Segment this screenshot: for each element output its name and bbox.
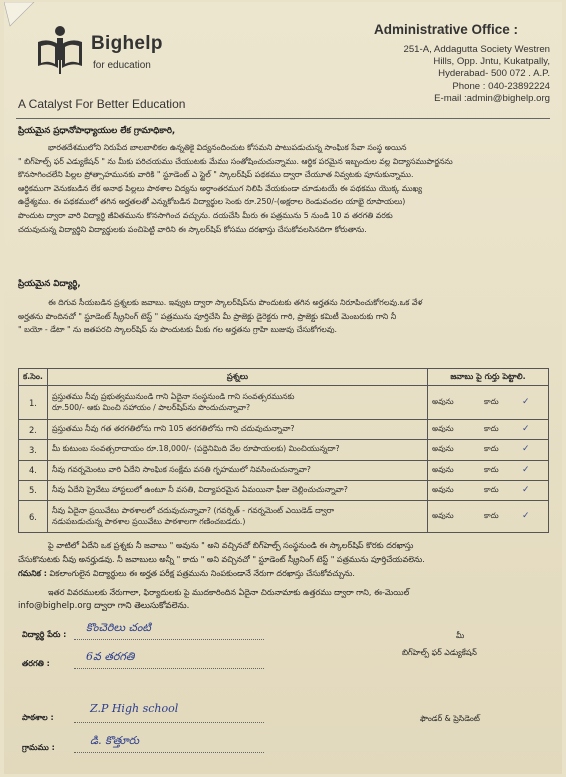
question-text: రూ.500/- ఆకు మించి సహాయం / పాలర్‌షిప్‌ను పొందుచున్నావా? bbox=[51, 402, 251, 412]
text-line: కొనసాగించలేని పిల్లల ప్రోత్సాహమునకు వారికి " స్టూడెంట్ ఎ స్టైల్ " స్కాలర్‌షిప్ పథకము ద్వారా చేయూత నివ్వటకు పూనుకున్నాము. bbox=[18, 170, 414, 180]
village-label: గ్రామము : bbox=[22, 743, 55, 752]
row-number: 6. bbox=[19, 501, 48, 533]
table-row bbox=[19, 440, 549, 460]
header-divider bbox=[16, 118, 550, 119]
brand-subtitle: for education bbox=[93, 60, 151, 71]
student-name-value: కొంచెరిలు చంటి bbox=[86, 621, 151, 634]
column-header-number: క.సెం. bbox=[19, 369, 48, 386]
bighelp-logo-icon bbox=[36, 24, 84, 76]
yes-option[interactable]: అవును bbox=[432, 424, 454, 434]
question-text: నీవు ఏదేని ప్రైవేటు హాస్టలులో ఉంటూ నీ వసతి, విద్యాపరమైన ఏమయినా ఫీజు చెల్లించుచున్నావా? bbox=[51, 484, 348, 494]
yes-option[interactable]: అవును bbox=[432, 464, 454, 474]
table-row bbox=[19, 480, 549, 500]
row-number: 4. bbox=[19, 460, 48, 480]
question-text: మీ కుటుంబ సంవత్సరాదాయం రూ.18,000/- (పద్దెనిమిది వేల రూపాయలకు) మించియున్నదా? bbox=[51, 444, 340, 454]
text-line: అర్హతను పొందినచో " స్టూడెంట్ స్క్రీనింగ్ టెస్ట్ " పత్రమును పూర్తిచేసి మీ ప్రాజెక్టు డైరెక్టరు గారి, ప్రాజెక్టు కమిటీ మెంబరుకు గాని నీ bbox=[18, 311, 397, 321]
no-option[interactable]: కాదు bbox=[484, 444, 499, 454]
question-cell bbox=[47, 420, 427, 440]
question-text: ప్రస్తుతము నీవు ప్రభుత్వమునుండి గాని ఏదైనా సంస్థనుండి గాని సంవత్సరమునకు bbox=[51, 391, 295, 401]
row-number: 1. bbox=[19, 386, 48, 420]
contact-email: info@bighelp.org ద్వారా గాని తెలుసుకోవలెను. bbox=[18, 601, 190, 611]
row-number: 2. bbox=[19, 420, 48, 440]
tagline: A Catalyst For Better Education bbox=[18, 97, 186, 111]
note-label: గమనిక : bbox=[18, 569, 47, 578]
text-line: పై వాటిలో ఏదేని ఒక ప్రశ్నకు నీ జవాబు " అవును " అని వచ్చినచో బిగ్‌హెల్ప్ సంస్థనుండి ఈ స్కాలర్‌షిప్ కొరకు దరఖాస్తు bbox=[48, 541, 414, 550]
checkmark-icon: ✓ bbox=[522, 397, 530, 407]
signoff-organization: బిగ్‌హెల్ప్ ఫర్ ఎడ్యుకేషన్ bbox=[402, 648, 477, 657]
answer-cell[interactable] bbox=[428, 420, 549, 440]
yes-option[interactable]: అవును bbox=[432, 397, 454, 406]
no-option[interactable]: కాదు bbox=[484, 424, 499, 434]
email-line: E-mail :admin@bighelp.org bbox=[434, 92, 550, 104]
text-line: భారతదేశములోని నిరుపేద బాలబాలికల ఉన్నతికై విద్యనందించుట కోసమని పాటుపడుచున్న సాంఘిక సేవా సంస్థ అయిన bbox=[48, 143, 407, 152]
checkmark-icon: ✓ bbox=[522, 464, 530, 475]
row-number: 3. bbox=[19, 440, 48, 460]
instruction-paragraph bbox=[18, 296, 550, 337]
answer-cell[interactable] bbox=[428, 440, 549, 460]
brand-name: Bighelp bbox=[91, 33, 163, 54]
contact-paragraph: ఇతర వివరములకు నేరుగాలా, ఫిర్యాదులకు పై ముదకారిందిన ఏదైనా చిరునామాకు ఉత్తరము ద్వారా గాని, ఈ-మెయిల్ bbox=[48, 588, 410, 597]
row-number: 5. bbox=[19, 480, 48, 500]
class-value: 6వ తరగతి bbox=[86, 650, 135, 663]
salutation: ప్రియమైన ప్రధానోపాధ్యాయుల లేక గ్రామాధికారి, bbox=[18, 126, 176, 136]
checkmark-icon: ✓ bbox=[522, 444, 530, 455]
checkmark-icon: ✓ bbox=[522, 424, 530, 435]
text-line: చదువుచున్న విద్యార్థిని విద్యార్థులకు పంచిపెట్టి వారిని ఈ స్కాలర్‌షిప్ కోసము దరఖాస్తు చేసుకోవలసినదిగా కోరుతాను. bbox=[18, 224, 367, 234]
answer-cell[interactable] bbox=[428, 386, 549, 420]
school-value: Z.P High school bbox=[90, 702, 179, 715]
question-text: నీవు ఏదైనా ప్రయివేటు పాఠశాలలో చదువుచున్నావా? (గవర్నిత్ - గవర్నమెంట్ ఎయిడెడ్ ద్వారా bbox=[51, 505, 335, 515]
text-line: " బిగ్‌హెల్ప్ ఫర్ ఎడ్యుకేషన్ " ను మీకు పరిచయము చేయుటకు మేము సంతోషించుచున్నాము. ఆర్థిక పరమైన ఇబ్బందుల వల్ల విద్యాసముపార్జనను bbox=[18, 156, 453, 166]
text-line: ఉద్దేశ్యము. ఈ పథకములో తగిన అర్హతలతో ఎన్నుకోబడిన విద్యార్థుల సెంకు రూ.250/-(అక్షరాల రెండువందల యాభై రూపాయలు) bbox=[18, 197, 406, 207]
text-line: " బయో - డేటా " ను జతపరచి స్కాలర్‌షిప్‌ ను పొందుటకు మీకు గల అర్హతను గ్రాహి బుజువు చేసుకోగలవు. bbox=[18, 325, 338, 335]
table-header-row bbox=[19, 369, 549, 386]
answer-cell[interactable] bbox=[428, 480, 549, 500]
address-line: Hills, Opp. Jntu, Kukatpally, bbox=[433, 56, 550, 68]
text-line: ఆర్థికముగా వెనుకబడిన లేక అనాథ పిల్లలు పాఠశాల విద్యను అర్ధాంతరముగ నిలిపి వేయకుండా చూడుటయే ఈ పథకము యొక్క ముఖ్య bbox=[18, 183, 423, 193]
text-line: చేసుకొనుటకు నీవు అనర్హుడవు. నీ జవాబులు అన్నీ " కాదు " అని వచ్చినచో " స్టూడెంట్ స్క్రీనింగ్ టెస్ట్ " పత్రమును పూర్తిచేయవలెను. bbox=[18, 554, 425, 564]
no-option[interactable]: కాదు bbox=[484, 511, 499, 520]
screening-questions-table bbox=[18, 368, 549, 533]
class-label: తరగతి : bbox=[22, 659, 50, 668]
answer-cell[interactable] bbox=[428, 501, 549, 533]
question-cell bbox=[47, 460, 427, 480]
student-name-label: విద్యార్థి పేరు : bbox=[22, 630, 67, 639]
table-row bbox=[19, 420, 549, 440]
office-address bbox=[404, 44, 550, 105]
text-line: పొందుట ద్వారా వారి విద్యార్థి జీవితమును కొనసాగించ వచ్చును. దయచేసి మీరు ఈ పత్రమును 5 నుండి 10 వ తరగతి వరకు bbox=[18, 210, 393, 220]
table-row bbox=[19, 460, 549, 480]
no-option[interactable]: కాదు bbox=[484, 484, 499, 494]
note bbox=[18, 567, 550, 581]
question-cell bbox=[47, 386, 427, 420]
question-cell bbox=[47, 440, 427, 460]
signoff-role: ఫౌండర్ & ప్రెసిడెంట్ bbox=[420, 714, 480, 723]
address-line: Hyderabad- 500 072 . A.P. bbox=[438, 68, 550, 80]
question-text: ప్రస్తుతము నీవు గత తరగతిలోను గాని 105 తరగతిలోను గాని చదువుచున్నావా? bbox=[51, 424, 295, 434]
student-salutation: ప్రియమైన విద్యార్థి, bbox=[18, 279, 81, 289]
yes-option[interactable]: అవును bbox=[432, 484, 454, 494]
eligibility-paragraph bbox=[18, 539, 550, 566]
letter-page bbox=[4, 2, 562, 774]
yes-option[interactable]: అవును bbox=[432, 511, 454, 520]
signoff-yours: మీ bbox=[456, 631, 465, 640]
question-cell bbox=[47, 501, 427, 533]
column-header-questions: ప్రశ్నలు bbox=[47, 369, 427, 386]
office-title: Administrative Office : bbox=[374, 22, 519, 37]
table-row bbox=[19, 386, 549, 420]
checkmark-icon: ✓ bbox=[522, 511, 530, 521]
yes-option[interactable]: అవును bbox=[432, 444, 454, 454]
phone-line: Phone : 040-23892224 bbox=[452, 80, 550, 92]
intro-paragraph bbox=[18, 141, 550, 236]
school-label: పాఠశాల : bbox=[22, 713, 54, 722]
text-line: ఈ దిగువ సీయబడిన ప్రశ్నలకు జవాబు. ఇవ్వుట ద్వారా స్కాలర్‌షిప్‌ను పొందుటకు తగిన అర్హతను నిరూపించుకోగలవు.ఒక వేళ bbox=[48, 298, 423, 307]
address-line: 251-A, Addagutta Society Westren bbox=[403, 44, 550, 55]
question-text: నడుపబడుచున్న పాఠశాల ప్రయివేటు పాఠశాలగా గణించబడదు.) bbox=[51, 516, 246, 526]
checkmark-icon: ✓ bbox=[522, 484, 530, 495]
table-row bbox=[19, 501, 549, 533]
question-text: నీవు గవర్నమెంటు వారి ఏదేని సాంఘిక సంక్షేమ వసతి గృహములో నివసించుచున్నావా? bbox=[51, 464, 311, 474]
no-option[interactable]: కాదు bbox=[484, 397, 499, 406]
column-header-answer: జవాబు పై గుర్తు పెట్టాలి. bbox=[428, 369, 549, 386]
answer-cell[interactable] bbox=[428, 460, 549, 480]
question-cell bbox=[47, 480, 427, 500]
no-option[interactable]: కాదు bbox=[484, 464, 499, 474]
village-value: డి. కొత్తూరు bbox=[90, 734, 140, 747]
note-text: వికలాంగులైన విద్యార్థులు ఈ అర్హత పరీక్ష పత్రమును నింపకుండానే నేరుగా దరఖాస్తు చేసుకోవచ్చును. bbox=[49, 569, 355, 578]
